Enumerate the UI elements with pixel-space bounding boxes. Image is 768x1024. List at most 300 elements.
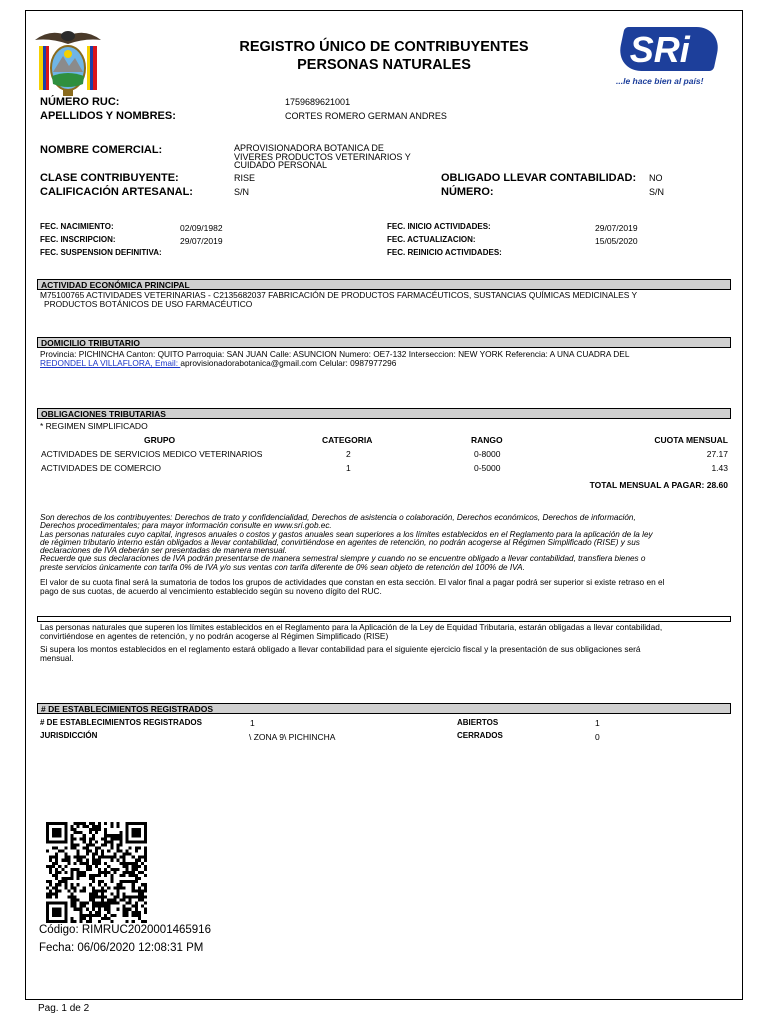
- qr-module: [70, 886, 73, 889]
- qr-module: [101, 886, 104, 889]
- trade-name-line: APROVISIONADORA BOTANICA DE: [234, 143, 384, 153]
- qr-module: [52, 865, 55, 868]
- qr-module: [113, 853, 116, 856]
- qr-module: [123, 892, 126, 895]
- qr-module: [70, 834, 73, 837]
- qr-module: [123, 871, 126, 874]
- qr-module: [74, 895, 77, 898]
- number-value: S/N: [649, 187, 665, 197]
- qr-module: [98, 902, 101, 905]
- qr-module: [64, 886, 67, 889]
- address-email-link[interactable]: REDONDEL LA VILLAFLORA, Email:: [40, 358, 181, 368]
- qr-module: [116, 859, 119, 862]
- qr-module: [86, 862, 89, 865]
- qr-module: [89, 895, 92, 898]
- qr-module: [141, 883, 144, 886]
- qr-module: [107, 908, 110, 911]
- qr-module: [70, 868, 73, 871]
- qr-module: [141, 895, 144, 898]
- qr-module: [138, 871, 141, 874]
- qr-module: [64, 883, 67, 886]
- qr-module: [116, 846, 119, 849]
- qr-module: [144, 825, 147, 828]
- qr-module: [95, 850, 98, 853]
- qr-module: [132, 862, 135, 865]
- qr-module: [144, 874, 147, 877]
- qr-module: [70, 828, 73, 831]
- qr-module: [113, 868, 116, 871]
- qr-module: [67, 895, 70, 898]
- notice-line: declaraciones de IVA deberán ser presentadas de manera mensual.: [40, 546, 287, 556]
- qr-module: [89, 831, 92, 834]
- qr-module: [132, 871, 135, 874]
- qr-module: [138, 889, 141, 892]
- artisan-label: CALIFICACIÓN ARTESANAL:: [40, 186, 193, 198]
- qr-module: [46, 902, 49, 905]
- qr-module: [74, 846, 77, 849]
- qr-module: [123, 905, 126, 908]
- qr-module: [89, 914, 92, 917]
- notice-line: convirtiéndose en agentes de retención, y no podrán acogerse al Régimen Simplificado (RISE): [40, 631, 389, 641]
- qr-module: [52, 920, 55, 923]
- qr-module: [116, 837, 119, 840]
- qr-module: [46, 828, 49, 831]
- qr-module: [123, 880, 126, 883]
- qr-module: [95, 840, 98, 843]
- qr-module: [132, 856, 135, 859]
- activity-line: M75100765 ACTIVIDADES VETERINARIAS - C2135682037 FABRICACIÓN DE PRODUCTOS FARMACÉUTICOS, SUSTANCIAS QUÍMICAS MEDICINALES Y: [40, 290, 638, 300]
- qr-module: [101, 871, 104, 874]
- qr-module: [86, 825, 89, 828]
- qr-module: [58, 911, 61, 914]
- qr-module: [86, 843, 89, 846]
- qr-module: [119, 850, 122, 853]
- qr-module: [138, 822, 141, 825]
- suspension-date-label: FEC. SUSPENSION DEFINITIVA:: [40, 248, 162, 257]
- qr-module: [104, 905, 107, 908]
- qr-module: [77, 883, 80, 886]
- qr-module: [119, 883, 122, 886]
- qr-module: [64, 877, 67, 880]
- qr-module: [80, 908, 83, 911]
- page-number: Pag. 1 de 2: [38, 1003, 90, 1014]
- qr-module: [55, 902, 58, 905]
- notice-line: El valor de su cuota final será la sumatoria de todos los grupos de actividades que constan en esta sección. El valor final a pagar podrá ser superior si existe retraso en el: [40, 577, 665, 587]
- obligations-section-header: OBLIGACIONES TRIBUTARIAS: [37, 408, 731, 419]
- qr-module: [83, 825, 86, 828]
- qr-module: [92, 892, 95, 895]
- qr-module: [113, 837, 116, 840]
- qr-module: [83, 822, 86, 825]
- qr-module: [129, 899, 132, 902]
- qr-module: [113, 895, 116, 898]
- qr-module: [64, 825, 67, 828]
- qr-module: [58, 908, 61, 911]
- qr-module: [138, 899, 141, 902]
- qr-module: [98, 846, 101, 849]
- qr-module: [89, 828, 92, 831]
- qr-module: [52, 862, 55, 865]
- qr-module: [135, 902, 138, 905]
- qr-module: [89, 837, 92, 840]
- qr-module: [116, 868, 119, 871]
- issue-date: Fecha: 06/06/2020 12:08:31 PM: [39, 942, 204, 954]
- qr-module: [46, 892, 49, 895]
- qr-module: [104, 908, 107, 911]
- qr-module: [135, 914, 138, 917]
- obligation-row-fee: 27.17: [706, 449, 728, 459]
- qr-module: [49, 892, 52, 895]
- qr-module: [104, 914, 107, 917]
- qr-module: [116, 822, 119, 825]
- qr-module: [135, 880, 138, 883]
- qr-module: [58, 880, 61, 883]
- qr-module: [64, 908, 67, 911]
- qr-module: [119, 831, 122, 834]
- qr-module: [70, 905, 73, 908]
- qr-module: [52, 911, 55, 914]
- qr-module: [58, 871, 61, 874]
- qr-module: [104, 831, 107, 834]
- qr-module: [55, 846, 58, 849]
- qr-module: [83, 840, 86, 843]
- qr-module: [141, 840, 144, 843]
- qr-module: [70, 871, 73, 874]
- open-value: 1: [595, 718, 600, 728]
- monthly-total: TOTAL MENSUAL A PAGAR: 28.60: [589, 480, 728, 490]
- notice-line: Derechos procedimentales; para mayor información consulte en www.sri.gob.ec.: [40, 521, 332, 531]
- qr-module: [135, 911, 138, 914]
- qr-module: [138, 911, 141, 914]
- domicile-section-header: DOMICILIO TRIBUTARIO: [37, 337, 731, 348]
- qr-module: [55, 892, 58, 895]
- qr-module: [126, 862, 129, 865]
- qr-module: [55, 889, 58, 892]
- qr-module: [144, 840, 147, 843]
- obligation-row-category: 1: [346, 463, 351, 473]
- qr-module: [83, 886, 86, 889]
- qr-module: [123, 899, 126, 902]
- qr-module: [132, 831, 135, 834]
- qr-module: [129, 895, 132, 898]
- qr-module: [55, 908, 58, 911]
- qr-module: [46, 920, 49, 923]
- qr-module: [64, 846, 67, 849]
- qr-module: [135, 877, 138, 880]
- qr-module: [77, 853, 80, 856]
- qr-module: [74, 868, 77, 871]
- qr-module: [132, 880, 135, 883]
- qr-module: [58, 850, 61, 853]
- qr-module: [52, 834, 55, 837]
- accounting-value: NO: [649, 173, 663, 183]
- qr-module: [141, 856, 144, 859]
- qr-module: [144, 886, 147, 889]
- qr-module: [46, 822, 49, 825]
- qr-module: [98, 880, 101, 883]
- trade-name-value: [234, 144, 411, 170]
- qr-module: [83, 917, 86, 920]
- qr-module: [129, 862, 132, 865]
- qr-module: [98, 862, 101, 865]
- qr-module: [135, 840, 138, 843]
- qr-module: [74, 837, 77, 840]
- qr-module: [141, 899, 144, 902]
- qr-module: [123, 853, 126, 856]
- qr-module: [116, 843, 119, 846]
- qr-module: [67, 856, 70, 859]
- qr-module: [98, 920, 101, 923]
- qr-module: [89, 883, 92, 886]
- qr-module: [119, 843, 122, 846]
- qr-module: [46, 837, 49, 840]
- qr-module: [83, 846, 86, 849]
- obligation-row-group: ACTIVIDADES DE COMERCIO: [41, 463, 161, 473]
- qr-module: [58, 883, 61, 886]
- qr-module: [144, 846, 147, 849]
- qr-module: [126, 902, 129, 905]
- qr-module: [119, 874, 122, 877]
- qr-module: [83, 862, 86, 865]
- qr-module: [70, 892, 73, 895]
- qr-module: [126, 914, 129, 917]
- qr-module: [104, 834, 107, 837]
- qr-module: [67, 862, 70, 865]
- qr-module: [107, 911, 110, 914]
- qr-module: [123, 874, 126, 877]
- qr-module: [104, 902, 107, 905]
- qr-module: [89, 892, 92, 895]
- qr-module: [52, 886, 55, 889]
- qr-module: [110, 859, 113, 862]
- qr-module: [138, 859, 141, 862]
- obligation-row-range: 0-5000: [474, 463, 501, 473]
- qr-module: [95, 831, 98, 834]
- trade-name-line: VIVERES PRODUCTOS VETERINARIOS Y: [234, 151, 411, 162]
- qr-module: [58, 831, 61, 834]
- qr-module: [80, 822, 83, 825]
- qr-module: [104, 917, 107, 920]
- qr-module: [70, 899, 73, 902]
- qr-module: [113, 902, 116, 905]
- qr-module: [144, 831, 147, 834]
- qr-module: [70, 874, 73, 877]
- qr-module: [74, 886, 77, 889]
- qr-module: [123, 911, 126, 914]
- accounting-label: OBLIGADO LLEVAR CONTABILIDAD:: [441, 172, 637, 184]
- artisan-value: S/N: [234, 187, 250, 197]
- qr-module: [55, 828, 58, 831]
- qr-module: [135, 831, 138, 834]
- notice-line: Las personas naturales que superen los límites establecidos en el Reglamento para la Aplicación de la Ley de Equidad Tributaria, estarán obligadas a llevar contabilidad,: [40, 622, 663, 632]
- qr-module: [46, 834, 49, 837]
- qr-module: [89, 874, 92, 877]
- qr-module: [64, 911, 67, 914]
- restart-date-label: FEC. REINICIO ACTIVIDADES:: [387, 248, 502, 257]
- qr-module: [144, 889, 147, 892]
- qr-module: [98, 883, 101, 886]
- qr-module: [101, 850, 104, 853]
- qr-module: [89, 840, 92, 843]
- qr-module: [49, 856, 52, 859]
- qr-module: [64, 859, 67, 862]
- qr-module: [95, 905, 98, 908]
- qr-module: [144, 908, 147, 911]
- qr-module: [83, 889, 86, 892]
- names-value: CORTES ROMERO GERMAN ANDRES: [285, 111, 447, 121]
- qr-module: [132, 840, 135, 843]
- qr-module: [46, 825, 49, 828]
- qr-module: [138, 828, 141, 831]
- qr-module: [119, 840, 122, 843]
- qr-module: [123, 886, 126, 889]
- qr-module: [141, 871, 144, 874]
- qr-module: [98, 859, 101, 862]
- qr-module: [95, 874, 98, 877]
- qr-module: [126, 822, 129, 825]
- qr-module: [104, 840, 107, 843]
- qr-module: [52, 831, 55, 834]
- qr-module: [98, 895, 101, 898]
- qr-module: [144, 911, 147, 914]
- qr-module: [110, 899, 113, 902]
- qr-module: [101, 889, 104, 892]
- qr-module: [89, 822, 92, 825]
- notice-line: preste servicios únicamente con tarifa 0% de IVA y/o sus ventas con tarifa diferente de 0% sean objeto de retención del 100% de IVA.: [40, 562, 525, 572]
- qr-module: [58, 840, 61, 843]
- qr-module: [126, 831, 129, 834]
- qr-module: [126, 865, 129, 868]
- qr-module: [119, 899, 122, 902]
- qr-module: [55, 871, 58, 874]
- qr-module: [46, 831, 49, 834]
- qr-module: [138, 877, 141, 880]
- qr-module: [49, 865, 52, 868]
- qr-module: [89, 920, 92, 923]
- qr-module: [70, 843, 73, 846]
- qr-module: [135, 865, 138, 868]
- obligation-row-category: 2: [346, 449, 351, 459]
- qr-module: [64, 914, 67, 917]
- address-line: Provincia: PICHINCHA Canton: QUITO Parroquia: SAN JUAN Calle: ASUNCION Numero: OE7-132 Interseccion: NEW YORK Referencia: A UNA CUADRA DEL: [40, 349, 630, 359]
- qr-module: [77, 908, 80, 911]
- qr-module: [64, 871, 67, 874]
- qr-module: [46, 850, 49, 853]
- qr-module: [86, 908, 89, 911]
- qr-module: [132, 886, 135, 889]
- qr-module: [95, 859, 98, 862]
- qr-module: [101, 892, 104, 895]
- qr-module: [77, 843, 80, 846]
- qr-module: [107, 917, 110, 920]
- qr-module: [49, 840, 52, 843]
- qr-module: [132, 828, 135, 831]
- qr-module: [80, 902, 83, 905]
- qr-module: [74, 899, 77, 902]
- qr-module: [64, 837, 67, 840]
- qr-module: [135, 859, 138, 862]
- qr-module: [107, 886, 110, 889]
- qr-module: [98, 889, 101, 892]
- qr-module: [141, 920, 144, 923]
- qr-module: [77, 871, 80, 874]
- qr-module: [92, 902, 95, 905]
- notice-line: Si supera los montos establecidos en el reglamento estará obligado a llevar contabilidad para el siguiente ejercicio fiscal y la presentación de sus obligaciones será: [40, 644, 641, 654]
- qr-module: [95, 828, 98, 831]
- obligation-row-range: 0-8000: [474, 449, 501, 459]
- inscription-date-value: 29/07/2019: [180, 236, 223, 246]
- qr-module: [144, 828, 147, 831]
- qr-module: [55, 877, 58, 880]
- qr-module: [123, 908, 126, 911]
- column-header-fee: CUOTA MENSUAL: [654, 435, 728, 445]
- qr-module: [55, 895, 58, 898]
- qr-module: [123, 856, 126, 859]
- qr-module: [92, 853, 95, 856]
- qr-module: [113, 834, 116, 837]
- qr-module: [61, 880, 64, 883]
- qr-module: [138, 865, 141, 868]
- qr-module: [49, 822, 52, 825]
- notice-line: Las personas naturales cuyo capital, ingresos anuales o costos y gastos anuales sean superiores a los límites establecidos en el Reglamento para la aplicación de la ley: [40, 529, 653, 539]
- qr-module: [141, 889, 144, 892]
- qr-module: [132, 883, 135, 886]
- qr-module: [126, 920, 129, 923]
- qr-module: [64, 822, 67, 825]
- qr-module: [55, 868, 58, 871]
- qr-module: [95, 911, 98, 914]
- qr-module: [55, 856, 58, 859]
- qr-module: [61, 902, 64, 905]
- qr-module: [52, 902, 55, 905]
- qr-module: [95, 902, 98, 905]
- qr-module: [123, 862, 126, 865]
- qr-module: [55, 834, 58, 837]
- qr-module: [64, 840, 67, 843]
- qr-module: [138, 834, 141, 837]
- qr-module: [110, 840, 113, 843]
- qr-module: [80, 917, 83, 920]
- qr-module: [92, 843, 95, 846]
- qr-module: [98, 825, 101, 828]
- qr-module: [129, 840, 132, 843]
- qr-module: [92, 828, 95, 831]
- qr-module: [98, 828, 101, 831]
- qr-module: [110, 856, 113, 859]
- qr-module: [55, 914, 58, 917]
- open-label: ABIERTOS: [457, 718, 499, 727]
- qr-module: [92, 822, 95, 825]
- qr-module: [110, 920, 113, 923]
- qr-module: [132, 895, 135, 898]
- qr-module: [49, 859, 52, 862]
- names-label: APELLIDOS Y NOMBRES:: [40, 110, 176, 122]
- qr-module: [104, 874, 107, 877]
- domicile-address: [40, 350, 728, 368]
- column-header-category: CATEGORIA: [322, 435, 373, 445]
- qr-module: [132, 905, 135, 908]
- qr-module: [77, 877, 80, 880]
- qr-module: [98, 905, 101, 908]
- qr-module: [144, 837, 147, 840]
- qr-module: [70, 895, 73, 898]
- qr-module: [123, 914, 126, 917]
- obligation-row-group: ACTIVIDADES DE SERVICIOS MEDICO VETERINARIOS: [41, 449, 263, 459]
- qr-module: [52, 856, 55, 859]
- taxpayer-rights-notice: [40, 514, 728, 572]
- qr-module: [80, 831, 83, 834]
- qr-module: [113, 899, 116, 902]
